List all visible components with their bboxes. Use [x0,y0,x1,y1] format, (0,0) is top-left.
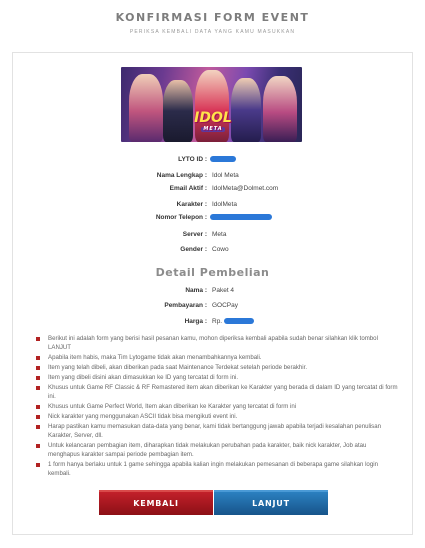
field-value: Idol Meta [212,172,239,179]
form-row-nama-lengkap [0,171,425,181]
field-label: Server : [182,231,207,238]
note-item [36,383,398,401]
character-figure [163,80,193,142]
field-label: Pembayaran : [164,302,207,309]
bullet-icon [36,463,40,467]
bullet-icon [36,356,40,360]
note-item [36,373,398,382]
note-text: Khusus untuk Game Perfect World, Item akan diberikan ke Karakter yang tercatat di form ini [48,403,297,410]
game-logo [193,109,233,133]
note-item [36,441,398,459]
form-row-lyto-id [0,155,425,165]
field-value: Cowo [212,246,229,253]
field-label: Nama Lengkap : [156,172,207,179]
game-logo-text: IDOL [194,110,232,126]
form-row-gender [0,245,425,255]
field-label: Email Aktif : [169,185,207,192]
detail-section-title: Detail Pembelian [155,266,270,279]
page-subtitle: PERIKSA KEMBALI DATA YANG KAMU MASUKKAN [129,29,296,35]
field-label: Karakter : [176,201,207,208]
field-value: IdolMeta@Dolmet.com [212,185,279,192]
event-banner [121,67,302,142]
detail-row-nama [0,286,425,296]
price-prefix: Rp. [212,318,223,325]
note-item [36,412,398,421]
form-row-nomor-telepon [0,213,425,223]
detail-row-pembayaran [0,301,425,311]
character-figure [231,78,261,142]
bullet-icon [36,366,40,370]
field-value: GOCPay [212,302,239,309]
field-value: IdolMeta [212,201,237,208]
field-label: LYTO ID : [178,156,207,163]
form-row-server [0,230,425,240]
note-text: Khusus untuk Game RF Classic & RF Remastered item akan diberikan ke Karakter yang berada di dalam ID yang tercatat di form ini. [48,384,398,400]
note-text: Nick karakter yang menggunakan ASCII tidak bisa mengikuti event ini. [48,413,238,420]
field-value [210,155,236,165]
form-row-email [0,184,425,194]
note-text: Untuk kelancaran pembagian item, diharapkan tidak melakukan perubahan pada karakter, baik nick karakter, Job atau menghapus karakter sampai periode pembagian item. [48,442,367,458]
character-figure [263,76,297,142]
detail-row-harga [0,317,425,327]
field-value: Paket 4 [212,287,235,294]
game-logo-subtext: META [201,127,225,132]
field-label: Nomor Telepon : [155,214,207,221]
note-item [36,334,398,352]
field-value: Meta [212,231,227,238]
note-text: 1 form hanya berlaku untuk 1 game sehingga apabila kalian ingin melakukan pemesanan di beberapa game silahkan login kembali. [48,461,378,477]
bullet-icon [36,444,40,448]
note-item [36,460,398,478]
bullet-icon [36,425,40,429]
note-text: Item yang dibeli disini akan dimasukkan ke ID yang tercatat di form ini. [48,374,239,381]
form-row-karakter [0,200,425,210]
note-text: Item yang telah dibeli, akan diberikan pada saat Maintenance Terdekat setelah periode berakhir. [48,364,308,371]
page-title: KONFIRMASI FORM EVENT [115,11,310,24]
redacted-value [224,318,254,324]
notes-list [36,334,398,479]
next-button[interactable]: LANJUT [214,490,328,515]
redacted-value [210,156,236,162]
field-label: Nama : [185,287,207,294]
field-label: Harga : [184,318,207,325]
bullet-icon [36,337,40,341]
note-item [36,422,398,440]
note-item [36,363,398,372]
bullet-icon [36,415,40,419]
bullet-icon [36,376,40,380]
note-text: Berikut ini adalah form yang berisi hasil pesanan kamu, mohon diperiksa kembali apabila sudah benar silahkan klik tombol LANJUT [48,335,378,351]
bullet-icon [36,386,40,390]
note-item [36,353,398,362]
field-value [212,317,254,327]
note-item [36,402,398,411]
redacted-value [210,214,272,220]
character-figure [129,74,163,142]
field-value [210,213,272,223]
field-label: Gender : [180,246,207,253]
back-button[interactable]: KEMBALI [99,490,213,515]
note-text: Apabila item habis, maka Tim Lytogame tidak akan menambahkannya kembali. [48,354,262,361]
bullet-icon [36,405,40,409]
note-text: Harap pastikan kamu memasukan data-data yang benar, kami tidak bertanggung jawab apabila terjadi kesalahan penulisan Karakter, Server, dll. [48,423,381,439]
